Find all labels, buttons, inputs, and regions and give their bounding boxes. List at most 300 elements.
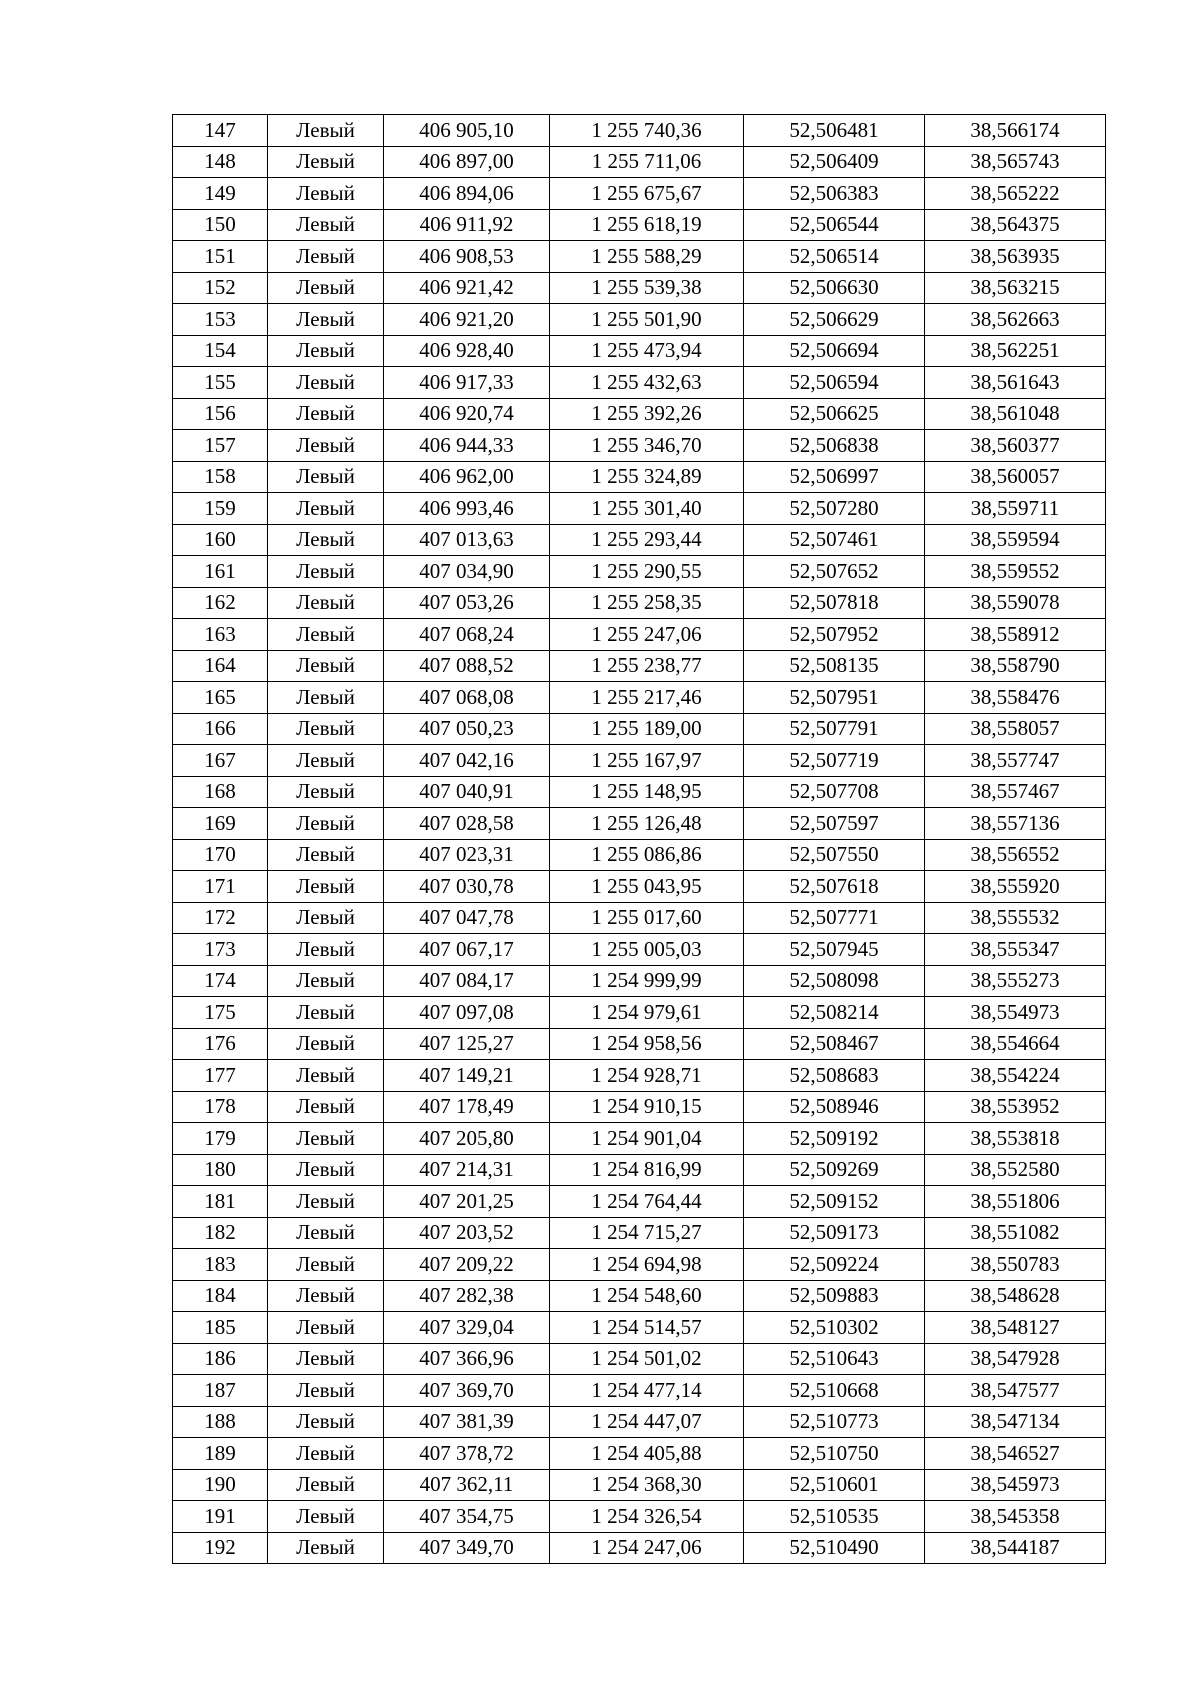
y-coordinate-cell: 1 254 979,61 [550, 997, 744, 1029]
latitude-cell: 52,510302 [744, 1312, 925, 1344]
table-row [173, 335, 1106, 367]
longitude-cell: 38,554224 [925, 1060, 1106, 1092]
point-number-cell: 174 [173, 965, 268, 997]
point-number-cell: 151 [173, 241, 268, 273]
longitude-cell: 38,558912 [925, 619, 1106, 651]
longitude-cell: 38,555920 [925, 871, 1106, 903]
table-row [173, 1091, 1106, 1123]
longitude-cell: 38,545973 [925, 1469, 1106, 1501]
side-cell: Левый [268, 115, 384, 147]
x-coordinate-cell: 407 201,25 [384, 1186, 550, 1218]
side-cell: Левый [268, 241, 384, 273]
side-cell: Левый [268, 1123, 384, 1155]
longitude-cell: 38,559078 [925, 587, 1106, 619]
x-coordinate-cell: 407 084,17 [384, 965, 550, 997]
latitude-cell: 52,509152 [744, 1186, 925, 1218]
table-row [173, 745, 1106, 777]
x-coordinate-cell: 407 149,21 [384, 1060, 550, 1092]
y-coordinate-cell: 1 254 764,44 [550, 1186, 744, 1218]
x-coordinate-cell: 406 894,06 [384, 178, 550, 210]
table-row [173, 713, 1106, 745]
y-coordinate-cell: 1 255 148,95 [550, 776, 744, 808]
latitude-cell: 52,506625 [744, 398, 925, 430]
longitude-cell: 38,555273 [925, 965, 1106, 997]
x-coordinate-cell: 407 068,08 [384, 682, 550, 714]
longitude-cell: 38,560057 [925, 461, 1106, 493]
latitude-cell: 52,508467 [744, 1028, 925, 1060]
table-row [173, 839, 1106, 871]
table-row [173, 619, 1106, 651]
point-number-cell: 160 [173, 524, 268, 556]
table-row [173, 209, 1106, 241]
longitude-cell: 38,547134 [925, 1406, 1106, 1438]
side-cell: Левый [268, 965, 384, 997]
latitude-cell: 52,509269 [744, 1154, 925, 1186]
table-row [173, 461, 1106, 493]
x-coordinate-cell: 407 097,08 [384, 997, 550, 1029]
longitude-cell: 38,557136 [925, 808, 1106, 840]
latitude-cell: 52,506629 [744, 304, 925, 336]
point-number-cell: 156 [173, 398, 268, 430]
side-cell: Левый [268, 367, 384, 399]
x-coordinate-cell: 407 178,49 [384, 1091, 550, 1123]
side-cell: Левый [268, 335, 384, 367]
point-number-cell: 189 [173, 1438, 268, 1470]
latitude-cell: 52,510490 [744, 1532, 925, 1564]
x-coordinate-cell: 407 125,27 [384, 1028, 550, 1060]
table-row [173, 524, 1106, 556]
point-number-cell: 165 [173, 682, 268, 714]
table-row [173, 1123, 1106, 1155]
y-coordinate-cell: 1 254 901,04 [550, 1123, 744, 1155]
point-number-cell: 153 [173, 304, 268, 336]
x-coordinate-cell: 407 203,52 [384, 1217, 550, 1249]
latitude-cell: 52,509883 [744, 1280, 925, 1312]
side-cell: Левый [268, 1469, 384, 1501]
longitude-cell: 38,548628 [925, 1280, 1106, 1312]
table-row [173, 965, 1106, 997]
latitude-cell: 52,506630 [744, 272, 925, 304]
y-coordinate-cell: 1 255 392,26 [550, 398, 744, 430]
side-cell: Левый [268, 461, 384, 493]
side-cell: Левый [268, 1501, 384, 1533]
x-coordinate-cell: 407 366,96 [384, 1343, 550, 1375]
y-coordinate-cell: 1 254 694,98 [550, 1249, 744, 1281]
x-coordinate-cell: 407 047,78 [384, 902, 550, 934]
x-coordinate-cell: 407 381,39 [384, 1406, 550, 1438]
point-number-cell: 182 [173, 1217, 268, 1249]
side-cell: Левый [268, 1154, 384, 1186]
x-coordinate-cell: 406 921,20 [384, 304, 550, 336]
side-cell: Левый [268, 1186, 384, 1218]
longitude-cell: 38,562663 [925, 304, 1106, 336]
side-cell: Левый [268, 682, 384, 714]
y-coordinate-cell: 1 255 473,94 [550, 335, 744, 367]
longitude-cell: 38,553818 [925, 1123, 1106, 1155]
latitude-cell: 52,507952 [744, 619, 925, 651]
latitude-cell: 52,510750 [744, 1438, 925, 1470]
side-cell: Левый [268, 1438, 384, 1470]
longitude-cell: 38,564375 [925, 209, 1106, 241]
point-number-cell: 180 [173, 1154, 268, 1186]
coordinates-table [172, 114, 1106, 1564]
x-coordinate-cell: 407 378,72 [384, 1438, 550, 1470]
table-row [173, 430, 1106, 462]
side-cell: Левый [268, 1280, 384, 1312]
point-number-cell: 169 [173, 808, 268, 840]
point-number-cell: 148 [173, 146, 268, 178]
x-coordinate-cell: 407 028,58 [384, 808, 550, 840]
point-number-cell: 176 [173, 1028, 268, 1060]
side-cell: Левый [268, 146, 384, 178]
y-coordinate-cell: 1 255 346,70 [550, 430, 744, 462]
longitude-cell: 38,555347 [925, 934, 1106, 966]
x-coordinate-cell: 407 214,31 [384, 1154, 550, 1186]
y-coordinate-cell: 1 255 086,86 [550, 839, 744, 871]
x-coordinate-cell: 407 329,04 [384, 1312, 550, 1344]
point-number-cell: 172 [173, 902, 268, 934]
point-number-cell: 170 [173, 839, 268, 871]
latitude-cell: 52,510601 [744, 1469, 925, 1501]
longitude-cell: 38,559552 [925, 556, 1106, 588]
table-row [173, 776, 1106, 808]
point-number-cell: 162 [173, 587, 268, 619]
longitude-cell: 38,559594 [925, 524, 1106, 556]
table-row [173, 1438, 1106, 1470]
point-number-cell: 186 [173, 1343, 268, 1375]
x-coordinate-cell: 407 349,70 [384, 1532, 550, 1564]
y-coordinate-cell: 1 254 247,06 [550, 1532, 744, 1564]
latitude-cell: 52,508214 [744, 997, 925, 1029]
longitude-cell: 38,565743 [925, 146, 1106, 178]
y-coordinate-cell: 1 255 740,36 [550, 115, 744, 147]
latitude-cell: 52,506544 [744, 209, 925, 241]
y-coordinate-cell: 1 255 539,38 [550, 272, 744, 304]
y-coordinate-cell: 1 254 910,15 [550, 1091, 744, 1123]
longitude-cell: 38,545358 [925, 1501, 1106, 1533]
latitude-cell: 52,507791 [744, 713, 925, 745]
latitude-cell: 52,507771 [744, 902, 925, 934]
longitude-cell: 38,566174 [925, 115, 1106, 147]
side-cell: Левый [268, 1249, 384, 1281]
table-row [173, 1028, 1106, 1060]
y-coordinate-cell: 1 255 301,40 [550, 493, 744, 525]
point-number-cell: 167 [173, 745, 268, 777]
x-coordinate-cell: 407 369,70 [384, 1375, 550, 1407]
coordinates-table-body [173, 115, 1106, 1564]
longitude-cell: 38,546527 [925, 1438, 1106, 1470]
latitude-cell: 52,507652 [744, 556, 925, 588]
point-number-cell: 191 [173, 1501, 268, 1533]
longitude-cell: 38,561643 [925, 367, 1106, 399]
table-row [173, 146, 1106, 178]
longitude-cell: 38,554973 [925, 997, 1106, 1029]
point-number-cell: 158 [173, 461, 268, 493]
point-number-cell: 155 [173, 367, 268, 399]
side-cell: Левый [268, 745, 384, 777]
x-coordinate-cell: 407 030,78 [384, 871, 550, 903]
table-row [173, 1343, 1106, 1375]
side-cell: Левый [268, 871, 384, 903]
x-coordinate-cell: 406 897,00 [384, 146, 550, 178]
point-number-cell: 175 [173, 997, 268, 1029]
point-number-cell: 168 [173, 776, 268, 808]
longitude-cell: 38,563215 [925, 272, 1106, 304]
y-coordinate-cell: 1 254 958,56 [550, 1028, 744, 1060]
y-coordinate-cell: 1 255 126,48 [550, 808, 744, 840]
side-cell: Левый [268, 587, 384, 619]
side-cell: Левый [268, 619, 384, 651]
side-cell: Левый [268, 776, 384, 808]
table-row [173, 1375, 1106, 1407]
table-row [173, 1406, 1106, 1438]
latitude-cell: 52,507280 [744, 493, 925, 525]
side-cell: Левый [268, 304, 384, 336]
point-number-cell: 163 [173, 619, 268, 651]
longitude-cell: 38,551806 [925, 1186, 1106, 1218]
latitude-cell: 52,509224 [744, 1249, 925, 1281]
latitude-cell: 52,506481 [744, 115, 925, 147]
point-number-cell: 178 [173, 1091, 268, 1123]
y-coordinate-cell: 1 255 432,63 [550, 367, 744, 399]
y-coordinate-cell: 1 254 514,57 [550, 1312, 744, 1344]
longitude-cell: 38,556552 [925, 839, 1106, 871]
x-coordinate-cell: 407 209,22 [384, 1249, 550, 1281]
latitude-cell: 52,510668 [744, 1375, 925, 1407]
table-row [173, 650, 1106, 682]
latitude-cell: 52,509173 [744, 1217, 925, 1249]
table-row [173, 1312, 1106, 1344]
table-row [173, 241, 1106, 273]
side-cell: Левый [268, 556, 384, 588]
latitude-cell: 52,506514 [744, 241, 925, 273]
side-cell: Левый [268, 1091, 384, 1123]
point-number-cell: 181 [173, 1186, 268, 1218]
x-coordinate-cell: 407 034,90 [384, 556, 550, 588]
x-coordinate-cell: 406 928,40 [384, 335, 550, 367]
table-row [173, 1501, 1106, 1533]
x-coordinate-cell: 407 088,52 [384, 650, 550, 682]
point-number-cell: 164 [173, 650, 268, 682]
table-row [173, 398, 1106, 430]
latitude-cell: 52,507818 [744, 587, 925, 619]
latitude-cell: 52,510643 [744, 1343, 925, 1375]
latitude-cell: 52,506383 [744, 178, 925, 210]
x-coordinate-cell: 407 040,91 [384, 776, 550, 808]
table-row [173, 902, 1106, 934]
latitude-cell: 52,508683 [744, 1060, 925, 1092]
side-cell: Левый [268, 839, 384, 871]
side-cell: Левый [268, 650, 384, 682]
longitude-cell: 38,555532 [925, 902, 1106, 934]
table-row [173, 1060, 1106, 1092]
side-cell: Левый [268, 1532, 384, 1564]
latitude-cell: 52,508098 [744, 965, 925, 997]
y-coordinate-cell: 1 255 238,77 [550, 650, 744, 682]
x-coordinate-cell: 406 920,74 [384, 398, 550, 430]
longitude-cell: 38,563935 [925, 241, 1106, 273]
table-row [173, 1532, 1106, 1564]
x-coordinate-cell: 406 944,33 [384, 430, 550, 462]
side-cell: Левый [268, 1217, 384, 1249]
y-coordinate-cell: 1 254 368,30 [550, 1469, 744, 1501]
y-coordinate-cell: 1 255 247,06 [550, 619, 744, 651]
x-coordinate-cell: 407 067,17 [384, 934, 550, 966]
side-cell: Левый [268, 430, 384, 462]
longitude-cell: 38,544187 [925, 1532, 1106, 1564]
side-cell: Левый [268, 808, 384, 840]
y-coordinate-cell: 1 254 501,02 [550, 1343, 744, 1375]
latitude-cell: 52,507708 [744, 776, 925, 808]
y-coordinate-cell: 1 255 043,95 [550, 871, 744, 903]
latitude-cell: 52,507719 [744, 745, 925, 777]
point-number-cell: 173 [173, 934, 268, 966]
latitude-cell: 52,507550 [744, 839, 925, 871]
table-row [173, 272, 1106, 304]
longitude-cell: 38,557747 [925, 745, 1106, 777]
longitude-cell: 38,557467 [925, 776, 1106, 808]
x-coordinate-cell: 407 068,24 [384, 619, 550, 651]
x-coordinate-cell: 407 354,75 [384, 1501, 550, 1533]
table-row [173, 1217, 1106, 1249]
side-cell: Левый [268, 398, 384, 430]
table-row [173, 178, 1106, 210]
point-number-cell: 150 [173, 209, 268, 241]
point-number-cell: 149 [173, 178, 268, 210]
y-coordinate-cell: 1 255 501,90 [550, 304, 744, 336]
point-number-cell: 184 [173, 1280, 268, 1312]
longitude-cell: 38,547928 [925, 1343, 1106, 1375]
x-coordinate-cell: 407 282,38 [384, 1280, 550, 1312]
point-number-cell: 159 [173, 493, 268, 525]
latitude-cell: 52,508135 [744, 650, 925, 682]
x-coordinate-cell: 407 013,63 [384, 524, 550, 556]
latitude-cell: 52,507951 [744, 682, 925, 714]
side-cell: Левый [268, 1060, 384, 1092]
y-coordinate-cell: 1 254 816,99 [550, 1154, 744, 1186]
longitude-cell: 38,548127 [925, 1312, 1106, 1344]
y-coordinate-cell: 1 255 324,89 [550, 461, 744, 493]
side-cell: Левый [268, 934, 384, 966]
side-cell: Левый [268, 997, 384, 1029]
side-cell: Левый [268, 178, 384, 210]
y-coordinate-cell: 1 254 326,54 [550, 1501, 744, 1533]
y-coordinate-cell: 1 255 005,03 [550, 934, 744, 966]
table-row [173, 115, 1106, 147]
x-coordinate-cell: 406 993,46 [384, 493, 550, 525]
y-coordinate-cell: 1 255 290,55 [550, 556, 744, 588]
side-cell: Левый [268, 1375, 384, 1407]
y-coordinate-cell: 1 255 217,46 [550, 682, 744, 714]
latitude-cell: 52,506997 [744, 461, 925, 493]
y-coordinate-cell: 1 255 167,97 [550, 745, 744, 777]
side-cell: Левый [268, 209, 384, 241]
x-coordinate-cell: 407 050,23 [384, 713, 550, 745]
point-number-cell: 185 [173, 1312, 268, 1344]
latitude-cell: 52,506594 [744, 367, 925, 399]
table-row [173, 1469, 1106, 1501]
y-coordinate-cell: 1 254 447,07 [550, 1406, 744, 1438]
side-cell: Левый [268, 1343, 384, 1375]
y-coordinate-cell: 1 254 715,27 [550, 1217, 744, 1249]
point-number-cell: 171 [173, 871, 268, 903]
table-row [173, 682, 1106, 714]
table-row [173, 367, 1106, 399]
table-row [173, 1280, 1106, 1312]
y-coordinate-cell: 1 255 189,00 [550, 713, 744, 745]
longitude-cell: 38,562251 [925, 335, 1106, 367]
longitude-cell: 38,561048 [925, 398, 1106, 430]
latitude-cell: 52,506694 [744, 335, 925, 367]
table-row [173, 1154, 1106, 1186]
side-cell: Левый [268, 272, 384, 304]
latitude-cell: 52,507597 [744, 808, 925, 840]
table-row [173, 587, 1106, 619]
table-row [173, 556, 1106, 588]
point-number-cell: 179 [173, 1123, 268, 1155]
longitude-cell: 38,547577 [925, 1375, 1106, 1407]
point-number-cell: 177 [173, 1060, 268, 1092]
side-cell: Левый [268, 493, 384, 525]
table-row [173, 871, 1106, 903]
point-number-cell: 190 [173, 1469, 268, 1501]
x-coordinate-cell: 407 205,80 [384, 1123, 550, 1155]
y-coordinate-cell: 1 255 258,35 [550, 587, 744, 619]
latitude-cell: 52,507945 [744, 934, 925, 966]
y-coordinate-cell: 1 255 675,67 [550, 178, 744, 210]
side-cell: Левый [268, 902, 384, 934]
point-number-cell: 152 [173, 272, 268, 304]
point-number-cell: 161 [173, 556, 268, 588]
side-cell: Левый [268, 1406, 384, 1438]
point-number-cell: 154 [173, 335, 268, 367]
longitude-cell: 38,554664 [925, 1028, 1106, 1060]
point-number-cell: 147 [173, 115, 268, 147]
longitude-cell: 38,560377 [925, 430, 1106, 462]
longitude-cell: 38,552580 [925, 1154, 1106, 1186]
y-coordinate-cell: 1 254 405,88 [550, 1438, 744, 1470]
longitude-cell: 38,565222 [925, 178, 1106, 210]
point-number-cell: 187 [173, 1375, 268, 1407]
y-coordinate-cell: 1 254 999,99 [550, 965, 744, 997]
latitude-cell: 52,510773 [744, 1406, 925, 1438]
longitude-cell: 38,559711 [925, 493, 1106, 525]
latitude-cell: 52,507618 [744, 871, 925, 903]
y-coordinate-cell: 1 255 017,60 [550, 902, 744, 934]
point-number-cell: 166 [173, 713, 268, 745]
x-coordinate-cell: 407 053,26 [384, 587, 550, 619]
point-number-cell: 188 [173, 1406, 268, 1438]
x-coordinate-cell: 406 917,33 [384, 367, 550, 399]
x-coordinate-cell: 407 362,11 [384, 1469, 550, 1501]
latitude-cell: 52,507461 [744, 524, 925, 556]
side-cell: Левый [268, 1028, 384, 1060]
point-number-cell: 157 [173, 430, 268, 462]
latitude-cell: 52,508946 [744, 1091, 925, 1123]
x-coordinate-cell: 407 042,16 [384, 745, 550, 777]
y-coordinate-cell: 1 255 711,06 [550, 146, 744, 178]
y-coordinate-cell: 1 254 477,14 [550, 1375, 744, 1407]
x-coordinate-cell: 406 921,42 [384, 272, 550, 304]
longitude-cell: 38,558057 [925, 713, 1106, 745]
longitude-cell: 38,558476 [925, 682, 1106, 714]
table-row [173, 493, 1106, 525]
y-coordinate-cell: 1 255 618,19 [550, 209, 744, 241]
y-coordinate-cell: 1 255 588,29 [550, 241, 744, 273]
longitude-cell: 38,553952 [925, 1091, 1106, 1123]
x-coordinate-cell: 406 962,00 [384, 461, 550, 493]
latitude-cell: 52,506409 [744, 146, 925, 178]
